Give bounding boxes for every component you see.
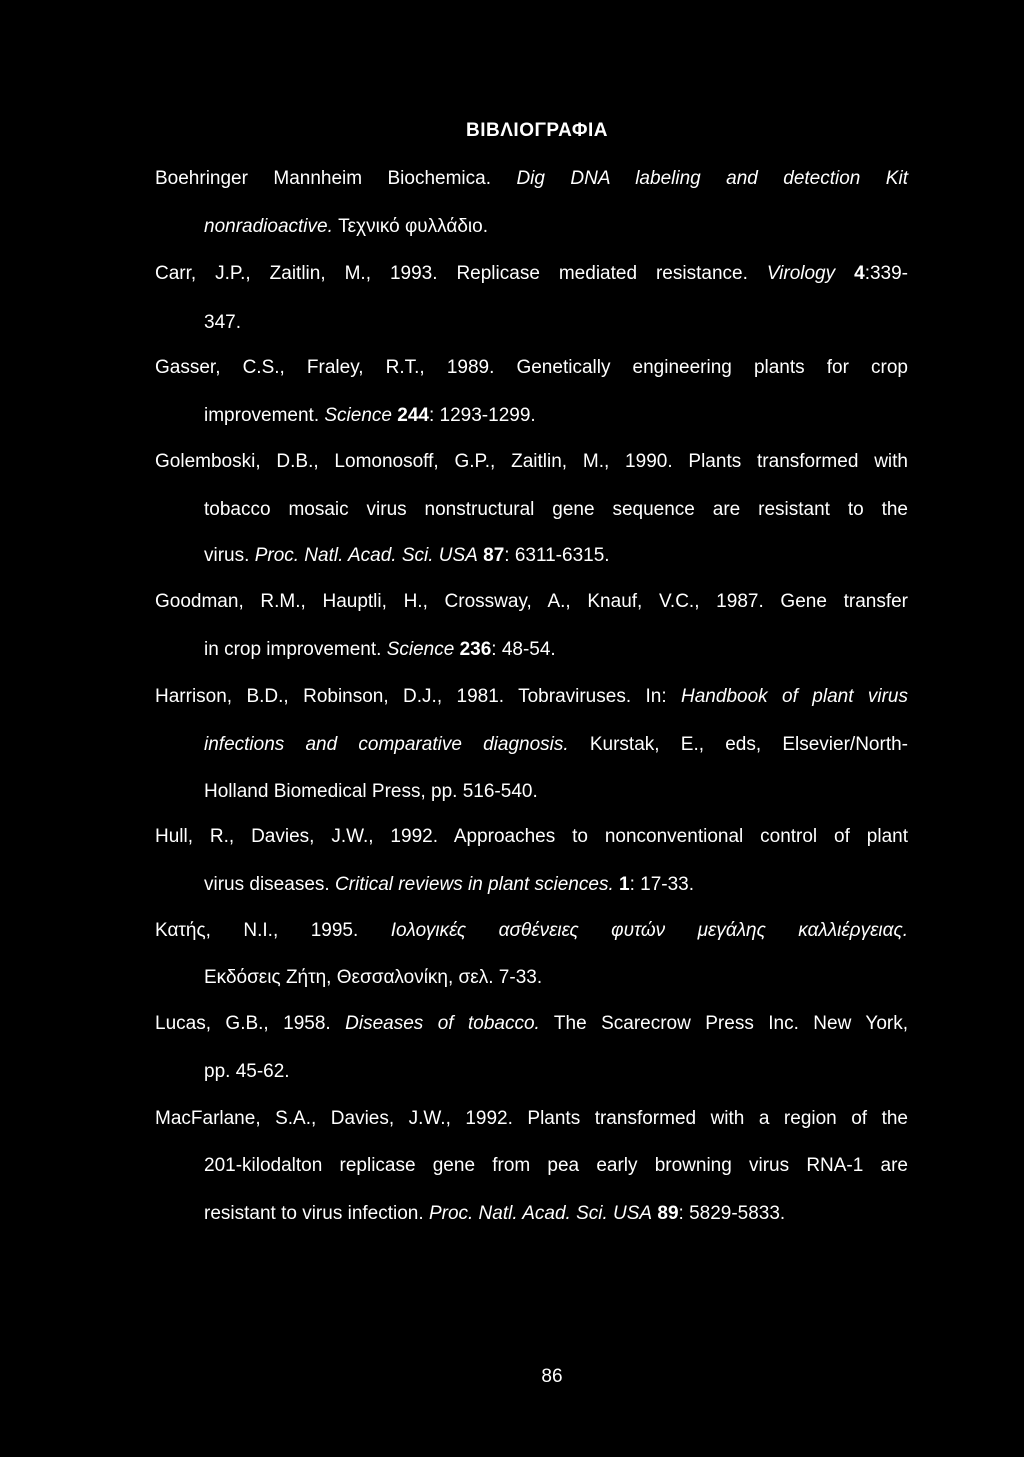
reference-entry-line — [155, 168, 908, 190]
reference-continuation-line — [204, 1203, 785, 1225]
reference-continuation-line — [204, 1061, 290, 1083]
page-title: ΒΙΒΛΙΟΓΡΑΦΙΑ — [466, 120, 608, 141]
reference-entry-line — [155, 451, 908, 473]
reference-volume: 1 — [619, 874, 630, 895]
reference-continuation-line — [204, 405, 536, 427]
reference-volume: 244 — [397, 405, 429, 426]
reference-text: Holland Biomedical Press, pp. 516-540. — [204, 781, 538, 802]
reference-continuation-line — [204, 312, 241, 334]
reference-text: : 17-33. — [629, 874, 695, 895]
reference-continuation-line — [204, 967, 542, 989]
reference-text: pp. 45-62. — [204, 1061, 290, 1082]
reference-volume: 236 — [459, 639, 492, 660]
reference-text: Τεχνικό φυλλάδιο. — [332, 216, 489, 237]
reference-text: : 6311-6315. — [504, 545, 610, 566]
reference-italic-text: Handbook of plant virus — [681, 686, 908, 707]
reference-text — [835, 263, 854, 284]
reference-continuation-line — [204, 781, 538, 803]
reference-volume: 89 — [657, 1203, 679, 1224]
reference-continuation-line — [204, 545, 610, 567]
reference-continuation-line — [204, 734, 908, 756]
reference-italic-text: Virology — [766, 263, 836, 284]
reference-volume: 87 — [483, 545, 505, 566]
reference-italic-text: infections and comparative diagnosis. — [204, 734, 569, 755]
reference-text: Boehringer Mannheim Biochemica. — [155, 168, 517, 189]
reference-text: : 5829-5833. — [678, 1203, 786, 1224]
reference-text: 347. — [204, 312, 241, 333]
reference-entry-line — [155, 686, 908, 708]
reference-text: Golemboski, D.B., Lomonosoff, G.P., Zaitlin, M., 1990. Plants transformed with — [155, 451, 908, 472]
reference-italic-text: Diseases of tobacco. — [345, 1013, 540, 1034]
reference-italic-text: Ιολογικές ασθένειες φυτών μεγάλης καλλιέργειας. — [390, 920, 908, 941]
reference-text: Lucas, G.B., 1958. — [155, 1013, 346, 1034]
reference-text: Carr, J.P., Zaitlin, M., 1993. Replicase mediated resistance. — [155, 263, 767, 284]
reference-text: Εκδόσεις Ζήτη, Θεσσαλονίκη, σελ. 7-33. — [204, 967, 543, 988]
reference-text: The Scarecrow Press Inc. New York, — [539, 1013, 909, 1034]
reference-text: Κατής, Ν.Ι., 1995. — [155, 920, 391, 941]
reference-entry-line — [155, 826, 908, 848]
reference-text: :339- — [864, 263, 908, 284]
reference-text: Hull, R., Davies, J.W., 1992. Approaches to nonconventional control of plant — [155, 826, 908, 847]
reference-italic-text: Science — [386, 639, 455, 660]
reference-italic-text: Proc. Natl. Acad. Sci. USA — [254, 545, 478, 566]
reference-text: in crop improvement. — [204, 639, 387, 660]
reference-italic-text: Critical reviews in plant sciences. — [334, 874, 614, 895]
reference-italic-text: Dig DNA labeling and detection Kit — [516, 168, 908, 189]
reference-italic-text: Science — [324, 405, 392, 426]
reference-text: Gasser, C.S., Fraley, R.T., 1989. Genetically engineering plants for crop — [155, 357, 908, 378]
reference-italic-text: Proc. Natl. Acad. Sci. USA — [428, 1203, 653, 1224]
reference-entry-line — [155, 591, 908, 613]
reference-text: MacFarlane, S.A., Davies, J.W., 1992. Plants transformed with a region of the — [155, 1108, 908, 1129]
page-number: 86 — [541, 1366, 563, 1387]
reference-entry-line — [155, 263, 908, 285]
reference-text: 201-kilodalton replicase gene from pea early browning virus RNA-1 are — [204, 1155, 908, 1176]
reference-continuation-line — [204, 874, 694, 896]
reference-volume: 4 — [854, 263, 865, 284]
reference-text: : 1293-1299. — [428, 405, 536, 426]
reference-entry-line — [155, 1108, 908, 1130]
reference-entry-line — [155, 1013, 908, 1035]
reference-continuation-line — [204, 1155, 908, 1177]
reference-text: virus. — [204, 545, 255, 566]
reference-text: resistant to virus infection. — [204, 1203, 429, 1224]
reference-text: Harrison, B.D., Robinson, D.J., 1981. Tobraviruses. In: — [155, 686, 682, 707]
reference-continuation-line — [204, 499, 908, 521]
reference-text: Goodman, R.M., Hauptli, H., Crossway, A., Knauf, V.C., 1987. Gene transfer — [155, 591, 908, 612]
reference-text: : 48-54. — [491, 639, 556, 660]
reference-continuation-line — [204, 216, 488, 238]
reference-text: tobacco mosaic virus nonstructural gene sequence are resistant to the — [204, 499, 908, 520]
reference-continuation-line — [204, 639, 556, 661]
reference-text: improvement. — [204, 405, 325, 426]
reference-italic-text: nonradioactive. — [204, 216, 333, 237]
reference-text: Kurstak, E., eds, Elsevier/North- — [568, 734, 908, 755]
reference-entry-line — [155, 357, 908, 379]
reference-entry-line — [155, 920, 908, 942]
reference-text: virus diseases. — [204, 874, 335, 895]
